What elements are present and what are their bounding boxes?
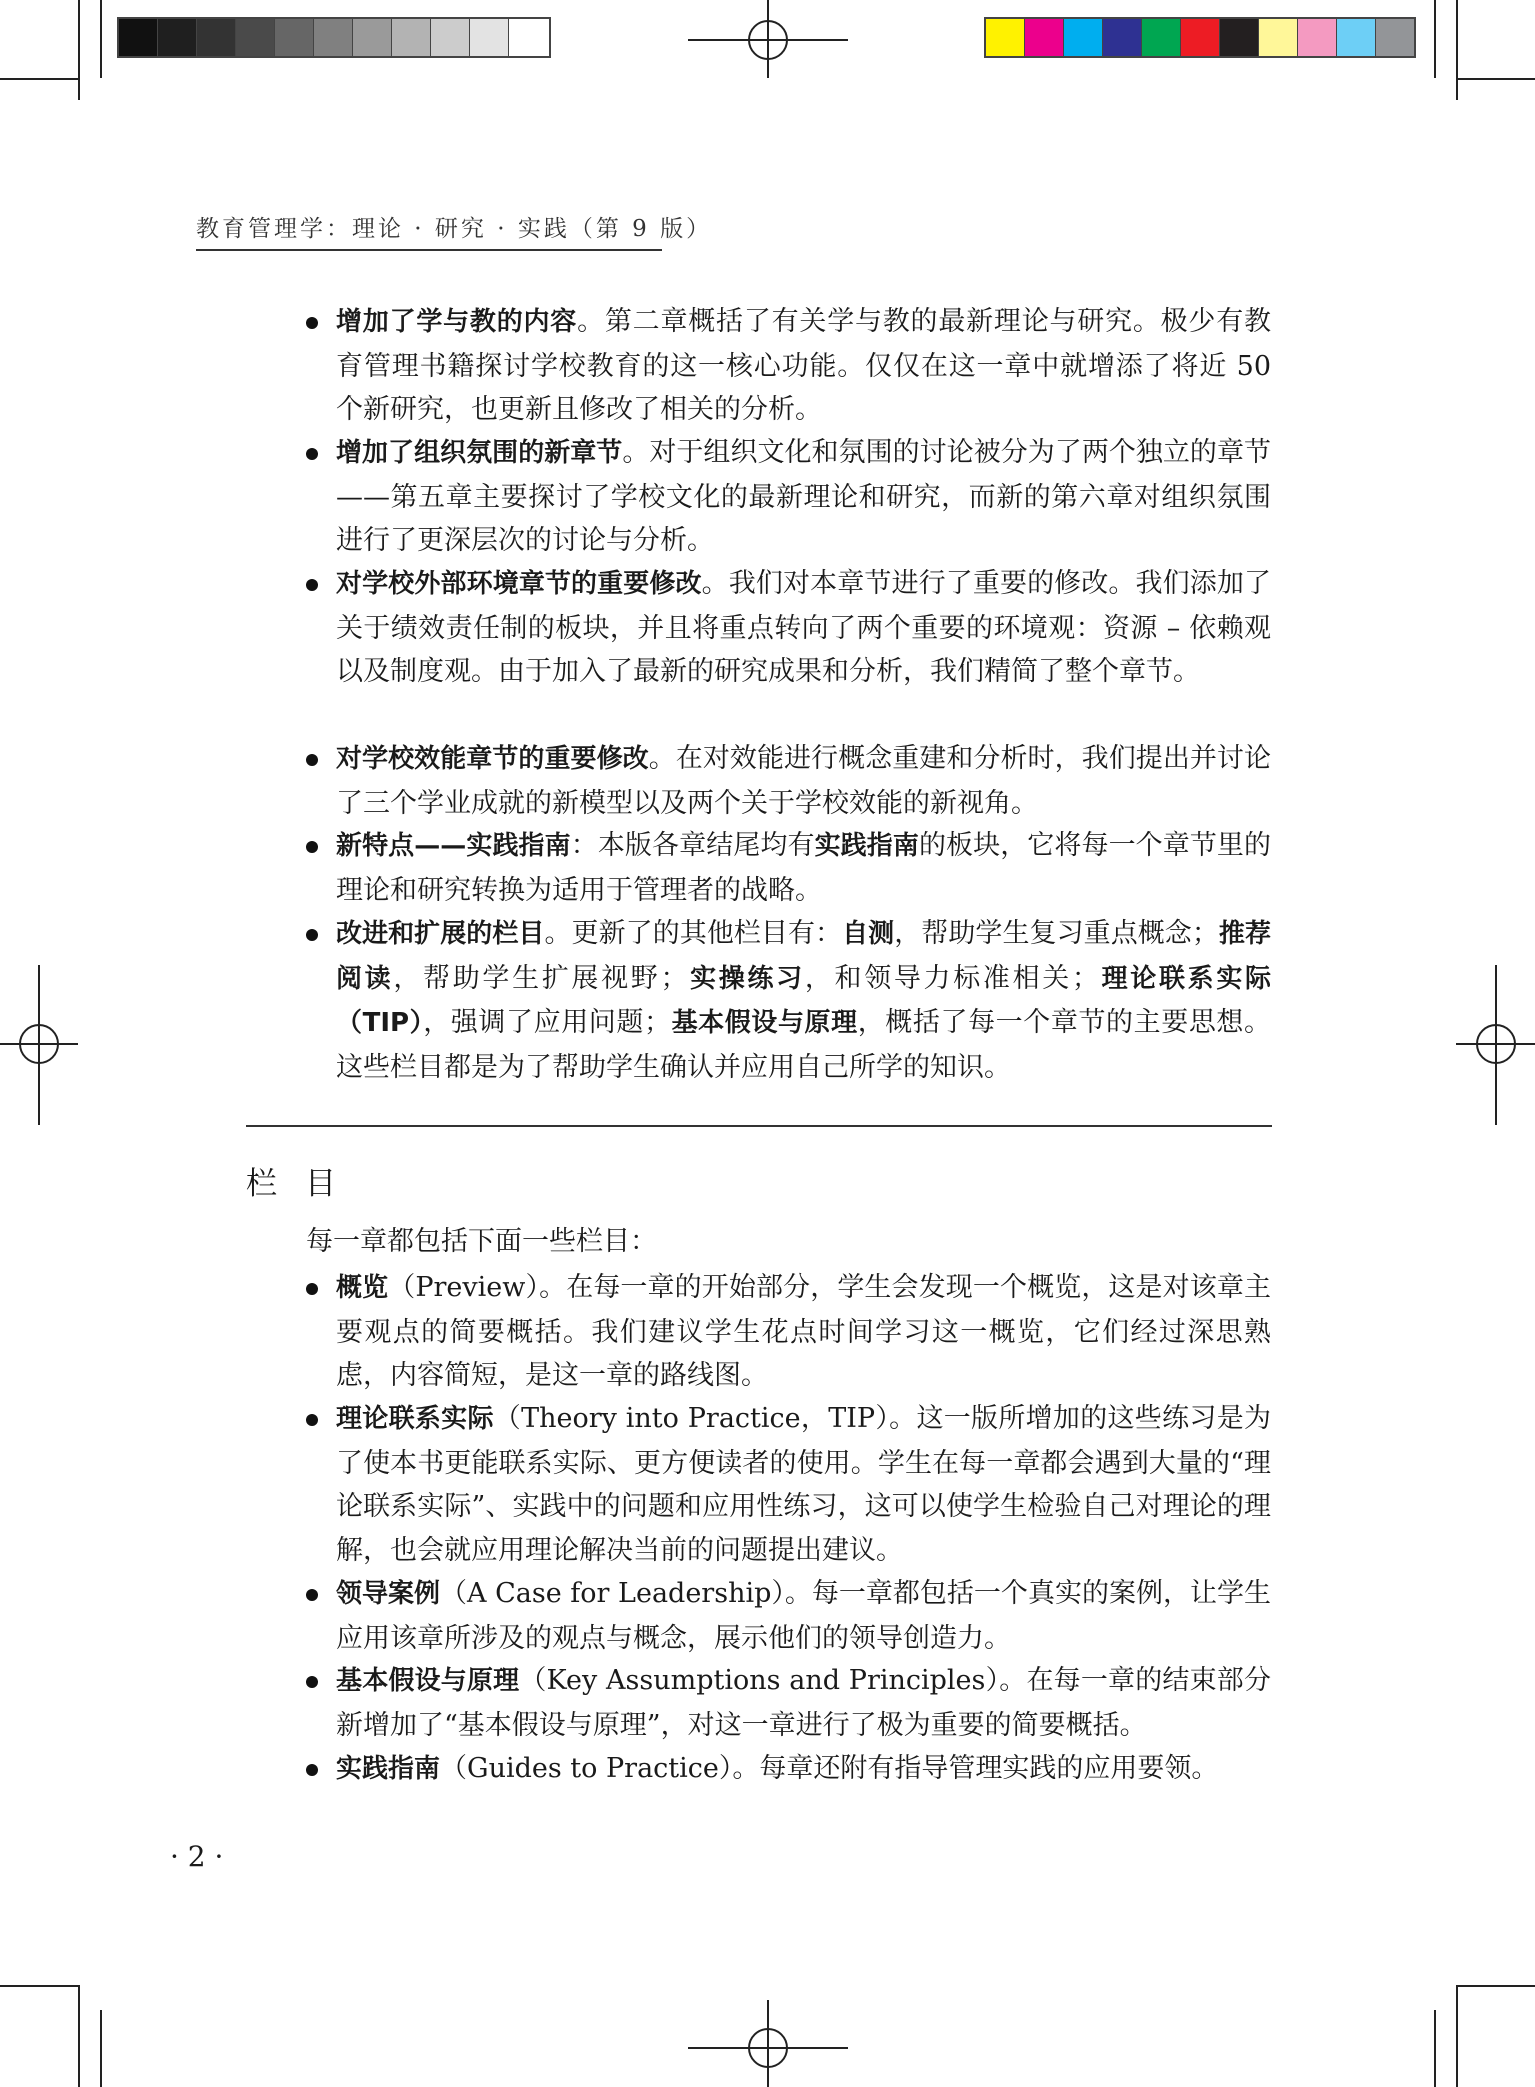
gray-swatch xyxy=(509,19,549,56)
gray-swatch xyxy=(353,19,392,56)
item-body: ，帮助学生复习重点概念； xyxy=(894,918,1219,949)
gray-swatch xyxy=(197,19,236,56)
color-swatch xyxy=(1103,19,1142,56)
list-item xyxy=(336,1266,1271,1398)
bullet-icon xyxy=(306,1589,318,1601)
color-swatch xyxy=(1142,19,1181,56)
running-head: 教育管理学：理论 · 研究 · 实践（第 9 版） xyxy=(196,216,713,242)
registration-line xyxy=(767,2000,769,2087)
gray-swatch xyxy=(314,19,353,56)
registration-line xyxy=(767,0,769,78)
color-swatch xyxy=(1298,19,1337,56)
list-item xyxy=(336,300,1271,432)
crop-mark xyxy=(1434,0,1436,78)
item-title: 新特点——实践指南 xyxy=(336,831,571,861)
item-mark: 。 xyxy=(577,306,605,337)
item-body: （Theory into Practice，TIP）。这一版所增加的这些练习是为了使本书更能联系实际、更方便读者的使用。学生在每一章都会遇到大量的“理论联系实际”、实践中的问题和应用性练习，这可以使学生检验自己对理论的理解，也会就应用理论解决当前的问题提出建议。 xyxy=(336,1403,1271,1566)
color-swatch xyxy=(1376,19,1414,56)
item-title: 实践指南 xyxy=(336,1754,441,1784)
item-body: （Key Assumptions and Principles）。在每一章的结束部分新增加了“基本假设与原理”，对这一章进行了极为重要的简要概括。 xyxy=(336,1665,1271,1741)
item-term: 实践指南 xyxy=(814,831,919,861)
gray-swatch xyxy=(470,19,509,56)
crop-mark xyxy=(1456,78,1535,80)
item-title: 改进和扩展的栏目 xyxy=(336,919,545,949)
item-body: ，强调了应用问题； xyxy=(423,1007,671,1039)
item-body: （A Case for Leadership）。每一章都包括一个真实的案例，让学生应用该章所涉及的观点与概念，展示他们的领导创造力。 xyxy=(336,1578,1271,1654)
item-title: 基本假设与原理 xyxy=(336,1666,520,1696)
color-swatch xyxy=(1259,19,1298,56)
color-swatch xyxy=(1181,19,1220,56)
item-body: 本版各章结尾均有 xyxy=(597,830,815,861)
crop-mark xyxy=(100,2010,102,2087)
crop-mark xyxy=(78,1985,80,2087)
item-body: （Preview）。在每一章的开始部分，学生会发现一个概览，这是对该章主要观点的简要概括。我们建议学生花点时间学习这一概览，它们经过深思熟虑，内容简短，是这一章的路线图。 xyxy=(336,1272,1271,1392)
bullet-icon xyxy=(306,317,318,329)
item-title: 领导案例 xyxy=(336,1579,441,1609)
crop-mark xyxy=(0,78,78,80)
bullet-icon xyxy=(306,841,318,853)
bullet-icon xyxy=(306,929,318,941)
bullet-icon xyxy=(306,754,318,766)
item-body: ，概括了每一个章节的主要思想。这些栏目都是为了帮助学生确认并应用自己所学的知识。 xyxy=(336,1007,1271,1083)
gray-swatch xyxy=(392,19,431,56)
item-term: 基本假设与原理 xyxy=(670,1008,858,1039)
item-body: ，帮助学生扩展视野； xyxy=(393,962,688,994)
crop-mark xyxy=(1456,0,1458,100)
list-item xyxy=(336,562,1271,694)
crop-mark xyxy=(0,1985,78,1987)
crop-mark xyxy=(1456,1985,1458,2087)
item-title: 理论联系实际 xyxy=(336,1404,494,1434)
list-item xyxy=(336,1747,1271,1792)
gray-swatch xyxy=(158,19,197,56)
item-title: 增加了组织氛围的新章节 xyxy=(336,438,623,468)
item-title: 增加了学与教的内容 xyxy=(336,307,578,337)
color-swatch xyxy=(1064,19,1103,56)
list-item xyxy=(336,1397,1271,1572)
list-item xyxy=(336,431,1271,563)
list-item xyxy=(336,824,1271,912)
item-title: 对学校效能章节的重要修改 xyxy=(336,744,649,774)
list-item xyxy=(336,912,1271,1089)
bullet-icon xyxy=(306,1764,318,1776)
item-title: 对学校外部环境章节的重要修改 xyxy=(336,569,702,599)
color-swatch xyxy=(1220,19,1259,56)
color-swatch xyxy=(1025,19,1064,56)
item-term: 理论联系实际（TIP） xyxy=(336,963,1271,1039)
color-swatch xyxy=(1337,19,1376,56)
bullet-icon xyxy=(306,1676,318,1688)
item-body: 的板块，它将每一个章节里的理论和研究转换为适用于管理者的战略。 xyxy=(336,830,1272,906)
item-mark: ： xyxy=(570,830,598,861)
item-term: 实操练习 xyxy=(687,963,805,994)
list-item xyxy=(336,737,1271,825)
grayscale-calibration-bar xyxy=(117,17,551,58)
item-body: 第二章概括了有关学与教的最新理论与研究。极少有教育管理书籍探讨学校教育的这一核心功能。仅仅在这一章中就增添了将近 50 个新研究，也更新且修改了相关的分析。 xyxy=(336,306,1271,426)
section-intro: 每一章都包括下面一些栏目： xyxy=(306,1226,657,1257)
item-term: 推荐阅读 xyxy=(336,919,1271,994)
page-number: · 2 · xyxy=(170,1840,224,1873)
crop-mark xyxy=(1456,1985,1535,1987)
crop-mark xyxy=(1434,2010,1436,2087)
item-body: 更新了的其他栏目有： xyxy=(571,918,843,949)
color-calibration-bar xyxy=(984,17,1416,58)
section-title: 栏目 xyxy=(246,1166,364,1202)
item-body: （Guides to Practice）。每章还附有指导管理实践的应用要领。 xyxy=(440,1753,1219,1784)
registration-line xyxy=(38,965,40,1125)
bullet-icon xyxy=(306,1414,318,1426)
item-mark: 。 xyxy=(701,568,729,599)
item-mark: 。 xyxy=(648,743,676,774)
item-body: 在对效能进行概念重建和分析时，我们提出并讨论了三个学业成就的新模型以及两个关于学校效能的新视角。 xyxy=(336,743,1271,819)
item-body: 对于组织文化和氛围的讨论被分为了两个独立的章节——第五章主要探讨了学校文化的最新理论和研究，而新的第六章对组织氛围进行了更深层次的讨论与分析。 xyxy=(336,437,1271,557)
section-divider xyxy=(246,1125,1272,1127)
item-mark: 。 xyxy=(622,437,650,468)
item-term: 自测 xyxy=(842,919,895,949)
running-head-rule xyxy=(196,249,662,251)
color-swatch xyxy=(986,19,1025,56)
crop-mark xyxy=(78,0,80,100)
gray-swatch xyxy=(119,19,158,56)
crop-mark xyxy=(100,0,102,78)
item-title: 概览 xyxy=(336,1273,389,1303)
list-item xyxy=(336,1659,1271,1747)
gray-swatch xyxy=(275,19,314,56)
bullet-icon xyxy=(306,1283,318,1295)
item-body: 我们对本章节进行了重要的修改。我们添加了关于绩效责任制的板块，并且将重点转向了两个重要的环境观：资源 – 依赖观以及制度观。由于加入了最新的研究成果和分析，我们精简了整个章节。 xyxy=(336,568,1272,688)
list-item xyxy=(336,1572,1271,1660)
item-mark: 。 xyxy=(544,918,572,949)
bullet-icon xyxy=(306,448,318,460)
bullet-icon xyxy=(306,579,318,591)
item-body: ，和领导力标准相关； xyxy=(804,962,1099,994)
registration-line xyxy=(1495,965,1497,1125)
gray-swatch xyxy=(236,19,275,56)
gray-swatch xyxy=(431,19,470,56)
